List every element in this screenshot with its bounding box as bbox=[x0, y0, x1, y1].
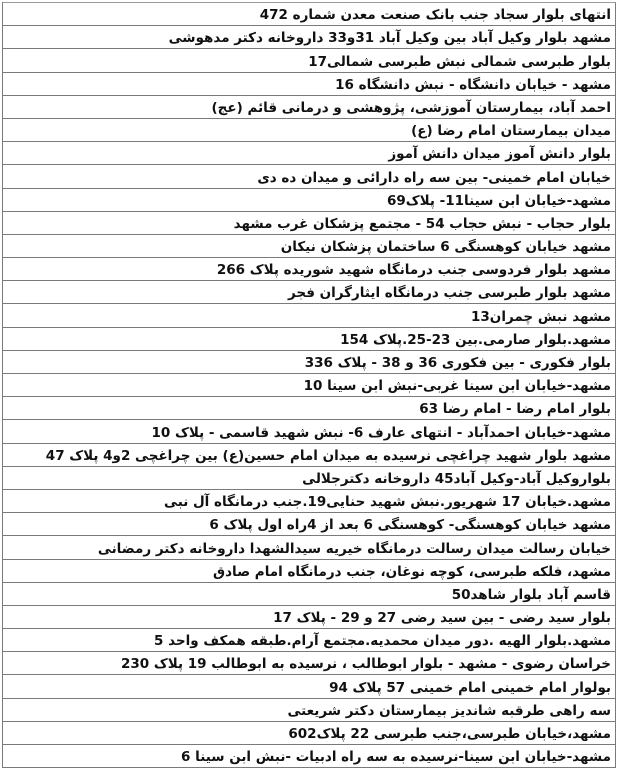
address-cell[interactable]: خراسان رضوی - مشهد - بلوار ابوطالب ، نرسیده به ابوطالب 19 پلاک 230 bbox=[3, 652, 616, 675]
table-row bbox=[3, 188, 616, 211]
address-cell[interactable]: مشهد بلوار شهید چراغچی نرسیده به میدان امام حسین(ع) بین چراغچی 2و4 پلاک 47 bbox=[3, 443, 616, 466]
address-cell[interactable]: بلواروکیل آباد-وکیل آباد45 داروخانه دکترجلالی bbox=[3, 466, 616, 489]
table-row bbox=[3, 629, 616, 652]
address-cell[interactable]: مشهد،خیابان طبرسی،جنب طبرسی 22 پلاک602 bbox=[3, 721, 616, 744]
address-cell[interactable]: مشهد خیابان کوهسنگی- کوهسنگی 6 بعد از 4راه اول پلاک 6 bbox=[3, 513, 616, 536]
table-row bbox=[3, 698, 616, 721]
table-row bbox=[3, 652, 616, 675]
address-cell[interactable]: سه راهی طرقبه شاندیز بیمارستان دکتر شریعتی bbox=[3, 698, 616, 721]
table-row bbox=[3, 745, 616, 768]
table-row bbox=[3, 258, 616, 281]
address-cell[interactable]: بولوار امام خمینی امام خمینی 57 پلاک 94 bbox=[3, 675, 616, 698]
table-row bbox=[3, 281, 616, 304]
address-cell[interactable]: مشهد-خیابان ابن سینا11- پلاک69 bbox=[3, 188, 616, 211]
address-cell[interactable]: بلوار دانش آموز میدان دانش آموز bbox=[3, 142, 616, 165]
table-row bbox=[3, 72, 616, 95]
address-cell[interactable]: بلوار طبرسی شمالی نبش طبرسی شمالی17 bbox=[3, 49, 616, 72]
address-cell[interactable]: مشهد بلوار طبرسی جنب درمانگاه ایثارگران فجر bbox=[3, 281, 616, 304]
table-row bbox=[3, 374, 616, 397]
table-row bbox=[3, 118, 616, 141]
address-cell[interactable]: مشهد، فلکه طبرسی، کوچه نوغان، جنب درمانگاه امام صادق bbox=[3, 559, 616, 582]
table-row bbox=[3, 397, 616, 420]
address-cell[interactable]: بلوار حجاب - نبش حجاب 54 - مجتمع پزشکان غرب مشهد bbox=[3, 211, 616, 234]
table-row bbox=[3, 26, 616, 49]
address-cell[interactable]: مشهد - خیابان دانشگاه - نبش دانشگاه 16 bbox=[3, 72, 616, 95]
table-row bbox=[3, 559, 616, 582]
table-row bbox=[3, 536, 616, 559]
address-table-body bbox=[3, 3, 616, 768]
table-row bbox=[3, 142, 616, 165]
address-cell[interactable]: احمد آباد، بیمارستان آموزشی، پژوهشی و درمانی قائم (عج) bbox=[3, 95, 616, 118]
table-row bbox=[3, 721, 616, 744]
address-cell[interactable]: مشهد.بلوار الهیه .دور میدان محمدیه.مجتمع آرام.طبقه همکف واحد 5 bbox=[3, 629, 616, 652]
table-row bbox=[3, 605, 616, 628]
address-cell[interactable]: مشهد.بلوار صارمی.بین 23-25.پلاک 154 bbox=[3, 327, 616, 350]
address-cell[interactable]: مشهد بلوار وکیل آباد بین وکیل آباد 31و33 داروخانه دکتر مدهوشی bbox=[3, 26, 616, 49]
address-cell[interactable]: بلوار سید رضی - بین سید رضی 27 و 29 - پلاک 17 bbox=[3, 605, 616, 628]
table-row bbox=[3, 443, 616, 466]
table-row bbox=[3, 675, 616, 698]
address-cell[interactable]: خیابان امام خمینی- بین سه راه دارائی و میدان ده دی bbox=[3, 165, 616, 188]
table-row bbox=[3, 304, 616, 327]
address-table bbox=[2, 2, 616, 768]
address-cell[interactable]: مشهد خیابان کوهسنگی 6 ساختمان پزشکان نیکان bbox=[3, 234, 616, 257]
address-cell[interactable]: انتهای بلوار سجاد جنب بانک صنعت معدن شماره 472 bbox=[3, 3, 616, 26]
table-row bbox=[3, 211, 616, 234]
address-cell[interactable]: خیابان رسالت میدان رسالت درمانگاه خیریه سیدالشهدا داروخانه دکتر رمضانی bbox=[3, 536, 616, 559]
table-row bbox=[3, 49, 616, 72]
table-row bbox=[3, 489, 616, 512]
address-cell[interactable]: مشهد-خیابان ابن سینا-نرسیده به سه راه ادبیات -نبش ابن سینا 6 bbox=[3, 745, 616, 768]
table-row bbox=[3, 582, 616, 605]
address-cell[interactable]: قاسم آباد بلوار شاهد50 bbox=[3, 582, 616, 605]
address-cell[interactable]: میدان بیمارستان امام رضا (ع) bbox=[3, 118, 616, 141]
table-row bbox=[3, 350, 616, 373]
table-row bbox=[3, 327, 616, 350]
address-cell[interactable]: مشهد.خیابان 17 شهریور.نبش شهید حنایی19.جنب درمانگاه آل نبی bbox=[3, 489, 616, 512]
address-cell[interactable]: مشهد نبش چمران13 bbox=[3, 304, 616, 327]
address-cell[interactable]: مشهد-خیابان ابن سینا غربی-نبش ابن سینا 10 bbox=[3, 374, 616, 397]
table-row bbox=[3, 513, 616, 536]
table-row bbox=[3, 95, 616, 118]
table-row bbox=[3, 420, 616, 443]
address-cell[interactable]: بلوار امام رضا - امام رضا 63 bbox=[3, 397, 616, 420]
address-cell[interactable]: مشهد بلوار فردوسی جنب درمانگاه شهید شوریده پلاک 266 bbox=[3, 258, 616, 281]
table-row bbox=[3, 3, 616, 26]
table-row bbox=[3, 234, 616, 257]
table-row bbox=[3, 466, 616, 489]
address-cell[interactable]: مشهد-خیابان احمدآباد - انتهای عارف 6- نبش شهید قاسمی - پلاک 10 bbox=[3, 420, 616, 443]
table-row bbox=[3, 165, 616, 188]
address-cell[interactable]: بلوار فکوری - بین فکوری 36 و 38 - پلاک 336 bbox=[3, 350, 616, 373]
